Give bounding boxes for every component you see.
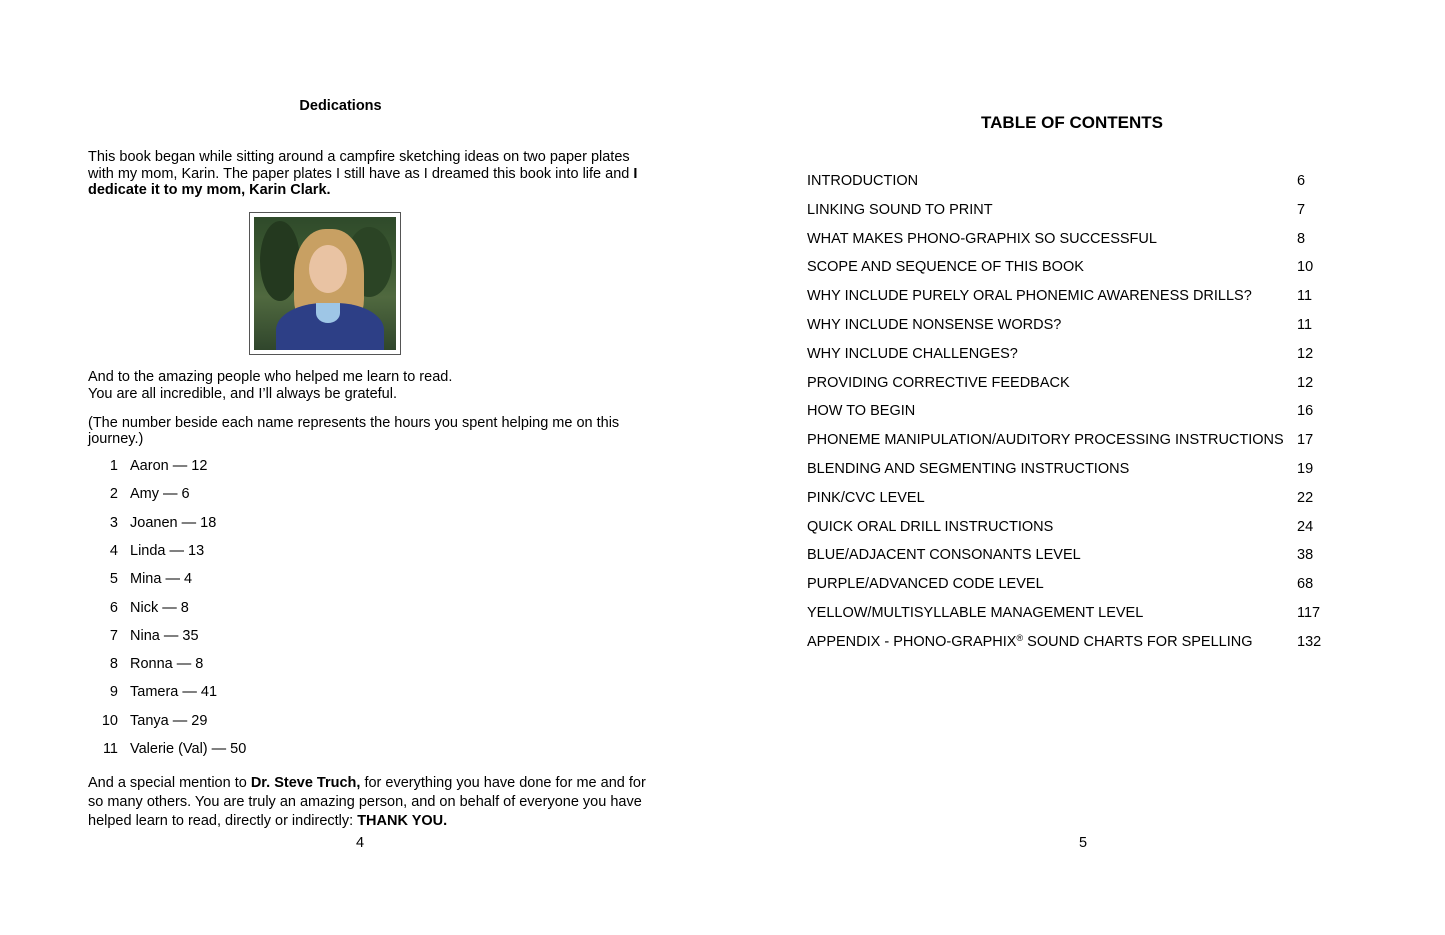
toc-entry-page: 117 (1297, 605, 1321, 621)
toc-entry-label: PURPLE/ADVANCED CODE LEVEL (807, 576, 1044, 593)
list-text: Ronna — 8 (130, 656, 204, 673)
dedications-title: Dedications (299, 98, 382, 114)
dedication-text: This book began while sitting around a campfire sketching ideas on two paper plates with my mom, Karin. The paper plates I still have as I dreamed this book into life and (88, 149, 634, 182)
toc-entry-page: 17 (1297, 432, 1314, 449)
toc-entry-label: PINK/CVC LEVEL (807, 489, 925, 506)
toc-entry-label: BLUE/ADJACENT CONSONANTS LEVEL (807, 547, 1081, 564)
toc-entry-label: QUICK ORAL DRILL INSTRUCTIONS (807, 518, 1054, 535)
left-page (0, 0, 722, 935)
toc-entry (807, 545, 1337, 565)
toc-entry-page: 38 (1297, 547, 1314, 564)
thanks-line-1: And to the amazing people who helped me learn to read. (88, 369, 453, 385)
dedication-paragraph (88, 149, 638, 199)
toc-entry (807, 229, 1337, 249)
list-text: Joanen — 18 (130, 514, 217, 531)
toc-entry (807, 603, 1337, 623)
list-text: Nick — 8 (130, 599, 189, 616)
toc-entry-page: 24 (1297, 518, 1314, 535)
list-text: Valerie (Val) — 50 (130, 741, 247, 757)
list-number: 4 (109, 542, 118, 559)
list-number: 9 (109, 684, 118, 701)
toc-entry-page: 8 (1297, 230, 1306, 247)
toc-entry-page: 22 (1297, 489, 1314, 506)
toc-entry (807, 200, 1337, 220)
toc-entry (807, 257, 1337, 277)
list-number: 10 (101, 712, 118, 729)
toc-entry-page: 12 (1297, 374, 1314, 391)
list-text: Tanya — 29 (130, 712, 208, 729)
toc-entry-page: 12 (1297, 345, 1314, 362)
toc-title: TABLE OF CONTENTS (981, 113, 1163, 132)
toc-entry-label: PHONEME MANIPULATION/AUDITORY PROCESSING INSTRUCTIONS (807, 432, 1284, 449)
toc-entry-page: 19 (1297, 461, 1314, 477)
toc-entry-page: 7 (1297, 201, 1306, 218)
toc-entry-label: HOW TO BEGIN (807, 403, 916, 420)
toc-entry-page: 10 (1297, 259, 1314, 276)
registered-mark: ® (1016, 632, 1024, 643)
appendix-label-post: SOUND CHARTS FOR SPELLING (1023, 633, 1253, 650)
toc-entry-page: 68 (1297, 576, 1314, 593)
portrait-image (254, 217, 396, 350)
toc-entry-label (807, 632, 1252, 652)
toc-entry (807, 373, 1337, 393)
toc-entry-label: YELLOW/MULTISYLLABLE MANAGEMENT LEVEL (807, 605, 1144, 621)
toc-entry-appendix (807, 632, 1337, 652)
appendix-label-pre: APPENDIX - PHONO-GRAPHIX (807, 633, 1017, 650)
list-text: Amy — 6 (130, 486, 190, 503)
list-number: 3 (109, 514, 118, 531)
special-text-1: And a special mention to (88, 775, 251, 791)
toc-entry-label: BLENDING AND SEGMENTING INSTRUCTIONS (807, 461, 1130, 477)
toc-entry-label: WHY INCLUDE CHALLENGES? (807, 345, 1018, 362)
list-text: Linda — 13 (130, 542, 205, 559)
toc-entry-label: WHY INCLUDE PURELY ORAL PHONEMIC AWARENESS DRILLS? (807, 288, 1252, 305)
toc-entry-page: 16 (1297, 403, 1314, 420)
list-number: 11 (102, 741, 118, 757)
list-text: Aaron — 12 (130, 458, 208, 474)
right-page (722, 0, 1445, 935)
toc-entry (807, 401, 1337, 421)
list-text: Tamera — 41 (130, 684, 218, 701)
toc-entry (807, 574, 1337, 594)
page-number: 4 (356, 835, 365, 851)
toc-entry-label: PROVIDING CORRECTIVE FEEDBACK (807, 374, 1070, 391)
list-text: Mina — 4 (130, 571, 193, 588)
dedication-bold-text: I dedicate it to my mom, Karin Clark. (88, 165, 638, 198)
special-bold-end: THANK YOU. (357, 813, 448, 829)
portrait-photo (249, 212, 401, 355)
list-number: 2 (109, 486, 118, 503)
toc-entry (807, 171, 1337, 191)
toc-entry-page: 11 (1297, 288, 1313, 305)
toc-entry-label: INTRODUCTION (807, 173, 919, 189)
thanks-line-2: You are all incredible, and I’ll always be grateful. (88, 385, 397, 402)
list-text: Nina — 35 (130, 627, 199, 644)
hours-note: (The number beside each name represents the hours you spent helping me on this journey.) (88, 415, 620, 447)
toc-entry-label: WHAT MAKES PHONO-GRAPHIX SO SUCCESSFUL (807, 230, 1157, 247)
special-bold-name: Dr. Steve Truch, (250, 775, 361, 791)
list-number: 1 (109, 458, 118, 474)
toc-entry (807, 430, 1337, 450)
toc-entry (807, 315, 1337, 335)
toc-entry-page: 11 (1297, 317, 1313, 333)
list-number: 7 (109, 627, 118, 644)
toc-entry (807, 286, 1337, 306)
list-number: 5 (109, 571, 118, 588)
toc-entry-label: WHY INCLUDE NONSENSE WORDS? (807, 317, 1062, 333)
toc-entry (807, 459, 1337, 479)
list-number: 6 (109, 599, 118, 616)
thanks-paragraph (88, 369, 638, 402)
toc-entry-page: 6 (1297, 173, 1306, 189)
toc-entry (807, 517, 1337, 537)
toc-entry-label: SCOPE AND SEQUENCE OF THIS BOOK (807, 259, 1084, 276)
toc-entry (807, 344, 1337, 364)
special-mention-paragraph (88, 774, 648, 831)
list-number: 8 (109, 656, 118, 673)
special-text-2: for everything you have done for me and for so many others. You are truly an amazing person, and on behalf of everyone you have helped learn to read, directly or indirectly: (88, 775, 646, 829)
toc-entry (807, 488, 1337, 508)
page-number: 5 (1079, 835, 1088, 851)
toc-entry-page: 132 (1297, 633, 1322, 650)
toc-entry-label: LINKING SOUND TO PRINT (807, 201, 993, 218)
